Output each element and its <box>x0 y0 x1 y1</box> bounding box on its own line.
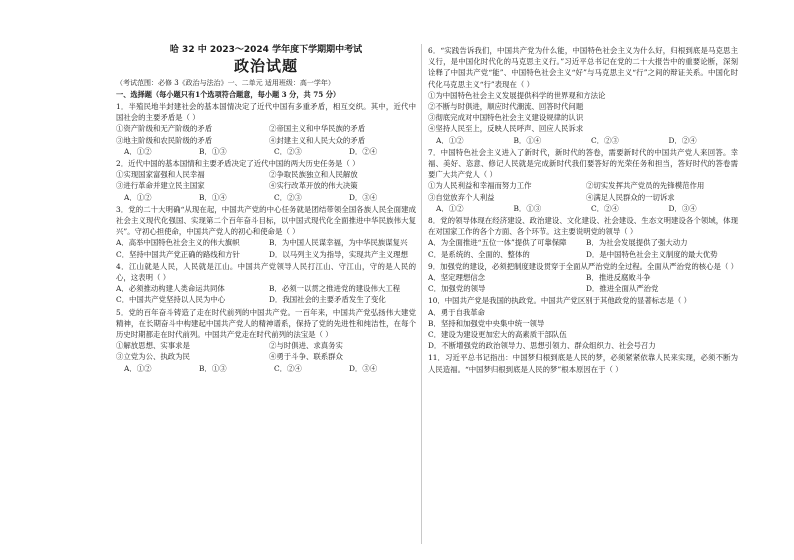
statement-option: B．推进反腐败斗争 <box>586 273 651 283</box>
exam-header <box>116 44 416 76</box>
answer-choice: D．③④ <box>349 192 378 202</box>
question <box>428 352 738 374</box>
statement-option: A．高举中国特色社会主义的伟大旗帜 <box>116 238 240 248</box>
statement-option: ④满足人民群众的一切诉求 <box>586 192 675 202</box>
statement-option: A．勇于自我革命 <box>428 307 486 317</box>
statement-option: B．坚持和加强党中央集中统一领导 <box>428 318 545 328</box>
question-stem: 10．中国共产党是我国的执政党。中国共产党区别于其他政党的显著标志是（ ） <box>428 296 692 306</box>
question-stem: 2．近代中国的基本国情和主要矛盾决定了近代中国的两大历史任务是（ ） <box>116 159 360 169</box>
column-divider <box>421 44 422 544</box>
question <box>116 307 416 374</box>
statement-option: C．是系统的、全面的、整体的 <box>428 249 530 259</box>
answer-choice: B．①③ <box>199 363 227 373</box>
statement-option: A．为全面推进“五位一体”提供了可靠保障 <box>428 238 567 248</box>
answer-choices <box>116 192 416 203</box>
statement-option: ②不断与时俱进，顺应时代潮流、回答时代问题 <box>428 102 584 112</box>
statement-option: ③立党为公、执政为民 <box>116 352 190 362</box>
statement-list <box>428 272 738 294</box>
statement-option: D．以马列主义为指导，实现共产主义理想 <box>269 249 408 259</box>
question-stem: 8．党的领导体现在经济建设、政治建设、文化建设、社会建设、生态文明建设各个领域，体现在对国家工作的各个方面、各个环节。这主要说明党的领导（ ） <box>428 216 738 237</box>
statement-option: D．推进全面从严治党 <box>586 284 659 294</box>
answer-choice: C．②③ <box>274 146 302 156</box>
question <box>428 215 738 260</box>
answer-choice: C．②③ <box>274 192 302 202</box>
left-question-list <box>116 101 416 374</box>
question <box>428 45 738 146</box>
exam-scope: （考试范围：必修 3《政治与法治》一、二单元 适用班级：高一学年） <box>116 79 335 87</box>
subject-title: 政治试题 <box>233 57 298 75</box>
question <box>428 261 738 295</box>
question-stem: 7．中国特色社会主义进入了新时代，新时代的答卷，需要新时代的中国共产党人来回答。幸福、美好、恣意、修记人民就是完成新时代我们要答好的光荣任务和担当，答好时代的答卷需要广大共产党人（ ） <box>428 147 738 180</box>
right-question-list <box>428 45 738 375</box>
statement-option: C．坚持中国共产党正确的路线和方针 <box>116 249 240 259</box>
statement-list <box>116 283 416 305</box>
statement-option: B．为中国人民谋幸福，为中华民族谋复兴 <box>269 238 408 248</box>
answer-choice: C．②④ <box>274 363 302 373</box>
answer-choice: D．②④ <box>668 135 697 145</box>
question <box>116 204 416 260</box>
section-heading: 一、选择题（每小题只有1个选项符合题意，每小题 3 分，共 75 分） <box>116 90 341 99</box>
statement-option: D．我国社会的主要矛盾发生了变化 <box>269 295 386 305</box>
statement-list <box>116 123 416 145</box>
question-stem: 3．党的二十大明确“从现在起，中国共产党的中心任务就是团结带领全国各族人民全面建成社会主义现代化强国、实现第二个百年奋斗目标，以中国式现代化全面推进中华民族伟大复兴”。守初心担使命，中国共产党人的初心和使命是（ ） <box>116 204 416 237</box>
statement-option: A．必须推动构建人类命运共同体 <box>116 284 225 294</box>
statement-option: C．建设为建设更加宏大的高素质干部队伍 <box>428 330 567 340</box>
statement-list <box>428 90 738 135</box>
statement-option: D．是中国特色社会主义制度的最大优势 <box>586 249 718 259</box>
answer-choice: C．②④ <box>591 203 619 213</box>
statement-option: ①为中国特色社会主义发展提供科学的世界观和方法论 <box>428 90 606 100</box>
question <box>428 295 738 351</box>
statement-option: ④封建主义和人民大众的矛盾 <box>269 135 366 145</box>
statement-option: C．加强党的领导 <box>428 284 486 294</box>
answer-choice: B．①④ <box>199 192 227 202</box>
statement-option: ①解放思想、实事求是 <box>116 341 190 351</box>
statement-option: C．中国共产党坚持以人民为中心 <box>116 295 226 305</box>
answer-choice: C．②③ <box>591 135 619 145</box>
statement-option: B．为社会发展提供了强大动力 <box>586 238 688 248</box>
answer-choice: B．①④ <box>513 135 542 145</box>
question-stem: 5．党的百年奋斗铸造了走在时代前列的中国共产党。一百年来，中国共产党弘扬伟大建党精神，在长期奋斗中构建起中国共产党人的精神谱系，保持了党的先进性和纯洁性，在每个历史时期都走在时代前列。中国共产党走在时代前列的法宝是（ ） <box>116 307 416 340</box>
statement-option: ③进行革命并建立民主国家 <box>116 181 205 191</box>
statement-option: ②切实发挥共产党员的先锋模范作用 <box>586 181 705 191</box>
statement-option: ①资产阶级和无产阶级的矛盾 <box>116 124 213 134</box>
answer-choices <box>428 203 738 214</box>
answer-choice: A．①② <box>436 135 464 145</box>
statement-list <box>428 307 738 352</box>
statement-option: ④勇于斗争、联系群众 <box>269 352 343 362</box>
statement-list <box>428 180 738 202</box>
statement-list <box>428 237 738 259</box>
statement-list <box>116 340 416 362</box>
answer-choices <box>116 363 416 374</box>
right-column <box>428 44 738 375</box>
statement-option: ③地主阶级和农民阶级的矛盾 <box>116 135 213 145</box>
statement-option: D．不断增强党的政治领导力、思想引领力、群众组织力、社会号召力 <box>428 341 656 351</box>
statement-option: ④实行改革开放的伟大决策 <box>269 181 358 191</box>
question-stem: 9．加强党的建设，必须把制度建设贯穿于全面从严治党的全过程。全面从严治党的核心是（ ） <box>428 261 739 271</box>
statement-option: ③自觉放弃个人利益 <box>428 192 495 202</box>
answer-choice: D．②④ <box>349 146 378 156</box>
answer-choice: B．①③ <box>199 146 227 156</box>
question-stem: 4．江山就是人民，人民就是江山。中国共产党领导人民打江山、守江山，守的是人民的心，这表明（ ） <box>116 261 416 283</box>
statement-option: ②与时俱进、求真务实 <box>269 341 343 351</box>
statement-option: B．必须一以贯之推进党的建设伟大工程 <box>269 284 401 294</box>
question <box>116 261 416 306</box>
statement-option: A．坚定理想信念 <box>428 273 486 283</box>
answer-choice: D．③④ <box>349 363 378 373</box>
answer-choice: A．①② <box>436 203 464 213</box>
answer-choice: B．①③ <box>513 203 542 213</box>
statement-list <box>116 237 416 259</box>
school-title: 哈 32 中 2023～2024 学年度下学期期中考试 <box>169 45 363 55</box>
question <box>116 101 416 157</box>
statement-option: ②争取民族独立和人民解放 <box>269 170 358 180</box>
statement-option: ①为人民利益和幸福而努力工作 <box>428 181 532 191</box>
statement-option: ④坚持人民至上，反映人民呼声、回应人民诉求 <box>428 124 584 134</box>
statement-list <box>116 169 416 191</box>
left-column <box>116 44 416 374</box>
question-stem: 1．半殖民地半封建社会的基本国情决定了近代中国有多重矛盾，相互交织。其中，近代中国社会的主要矛盾是（ ） <box>116 102 416 123</box>
question-stem: 6．“实践告诉我们，中国共产党为什么能，中国特色社会主义为什么好，归根到底是马克思主义行，是中国化时代化的马克思主义行。”习近平总书记在党的二十大报告中的重要论断，深刻诠释了中国共产党“能”、中国特色社会主义“好”与马克思主义“行”之间的辩证关系。中国化时代化马克思主义“行”表现在（ ） <box>428 46 738 89</box>
statement-option: ①实现国家富强和人民幸福 <box>116 170 205 180</box>
question <box>428 147 738 214</box>
question-stem: 11．习近平总书记指出：中国梦归根到底是人民的梦，必须紧紧依靠人民来实现，必须不断为人民造福。“中国梦归根到底是人民的梦”根本原因在于（ ） <box>428 353 738 374</box>
answer-choice: D．③④ <box>668 203 697 213</box>
answer-choices <box>428 135 738 146</box>
statement-option: ③彻底完成对中国特色社会主义建设规律的认识 <box>428 113 584 123</box>
question <box>116 158 416 203</box>
answer-choice: A．①② <box>124 192 152 202</box>
answer-choice: A．①② <box>124 146 152 156</box>
answer-choices <box>116 146 416 157</box>
statement-option: ②帝国主义和中华民族的矛盾 <box>269 124 366 134</box>
answer-choice: A．①② <box>124 363 152 373</box>
